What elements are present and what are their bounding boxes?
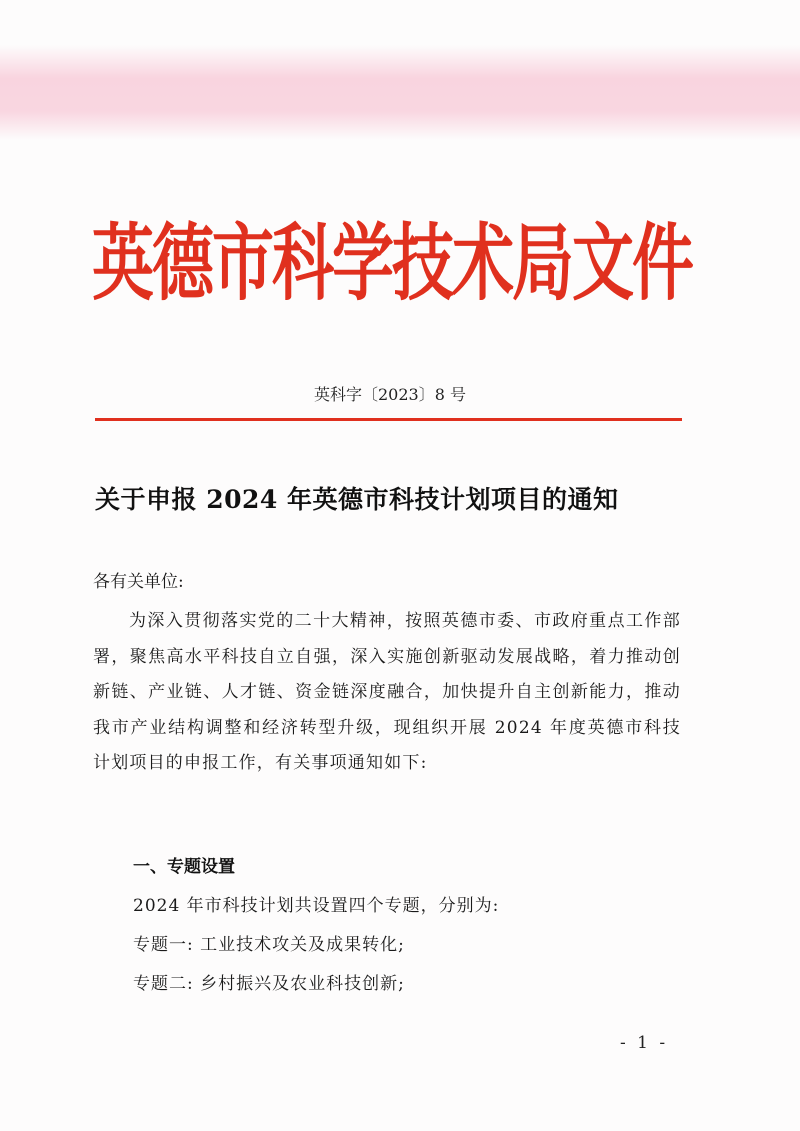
section-intro: 2024 年市科技计划共设置四个专题，分别为: <box>133 896 500 916</box>
header-tint <box>0 45 800 140</box>
issuer-banner: 英德市科学技术局文件 <box>92 213 693 313</box>
section-heading: 一、专题设置 <box>133 857 235 877</box>
topic-item: 专题一: 工业技术攻关及成果转化; <box>133 935 405 955</box>
salutation: 各有关单位: <box>93 572 184 592</box>
document-title: 关于申报 2024 年英德市科技计划项目的通知 <box>95 485 619 514</box>
document-number: 英科字〔2023〕8 号 <box>314 385 466 404</box>
red-divider <box>95 418 682 421</box>
page-number: - 1 - <box>620 1033 669 1053</box>
body-paragraph: 为深入贯彻落实党的二十大精神，按照英德市委、市政府重点工作部署，聚焦高水平科技自立自强，深入实施创新驱动发展战略，着力推动创新链、产业链、人才链、资金链深度融合，加快提升自主创新能力，推动我市产业结构调整和经济转型升级，现组织开展 2024 年度英德市科技计划项目的申报工作，有关事项通知如下: <box>93 611 681 773</box>
topic-item: 专题二: 乡村振兴及农业科技创新; <box>133 974 405 994</box>
